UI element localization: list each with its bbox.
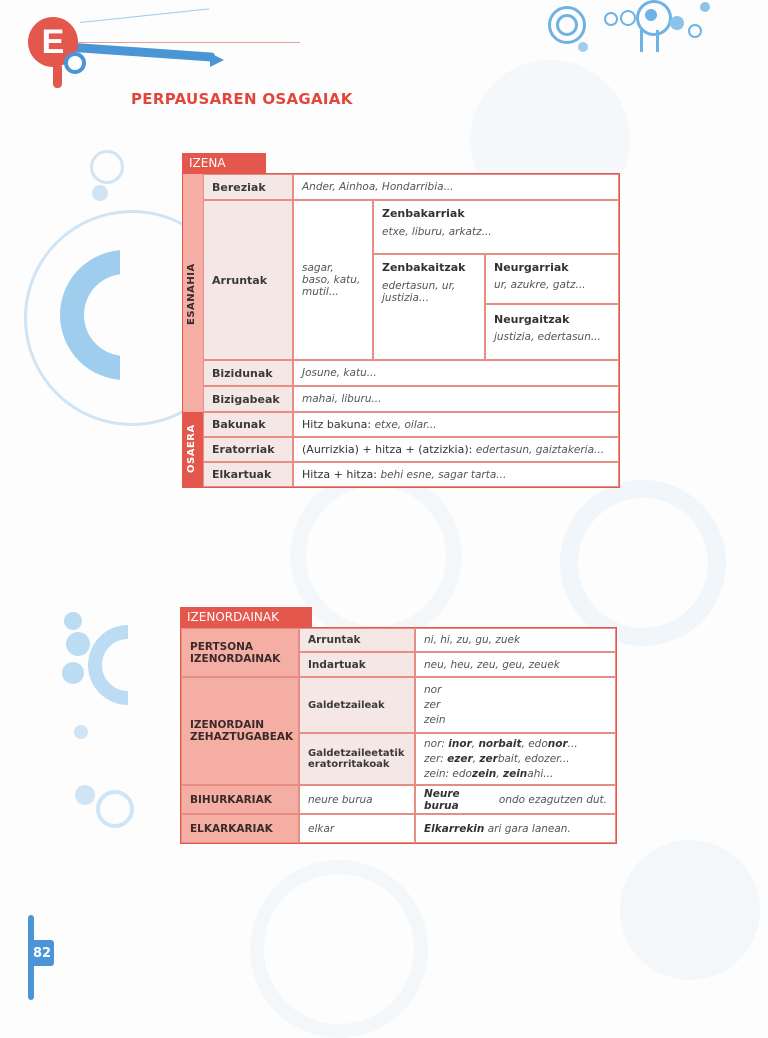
section-badge: E	[28, 17, 78, 67]
decor-faint	[560, 480, 726, 646]
bakunak-label: Bakunak	[203, 412, 293, 437]
neurgaitzak-cell	[485, 304, 619, 360]
decor-bubble	[700, 2, 710, 12]
decor-bubble	[688, 24, 702, 38]
elkartuak-examples: behi esne, sagar tarta...	[380, 468, 507, 481]
decor-bubble	[604, 12, 618, 26]
pertsona-indartuak-value: neu, heu, zeu, geu, zeuek	[415, 652, 616, 677]
bizigabeak-value: mahai, liburu...	[293, 386, 619, 412]
decor-ring	[88, 625, 168, 705]
zenbakaitzak-label: Zenbakaitzak	[382, 261, 466, 274]
eratorritakoak-line-nor: nor: inor, norbait, edonor...	[424, 738, 578, 750]
decor-dot	[92, 185, 108, 201]
galdetzaileak-value: nor zer zein	[415, 677, 616, 733]
decor-dot	[66, 632, 90, 656]
decor-faint	[250, 860, 428, 1038]
badge-tail-icon	[53, 66, 62, 88]
arruntak-examples: sagar, baso, katu, mutil...	[293, 200, 373, 360]
eratorriak-value	[293, 437, 619, 462]
pertsona-label: PERTSONA IZENORDAINAK	[181, 628, 299, 677]
neurgarriak-value: ur, azukre, gatz...	[494, 279, 586, 291]
zenbakaitzak-value: edertasun, ur, justizia...	[382, 280, 456, 304]
bakunak-value	[293, 412, 619, 437]
decor-bubble	[578, 42, 588, 52]
decor-dot	[90, 150, 124, 184]
neurgaitzak-value: justizia, edertasun...	[494, 331, 601, 343]
decor-faint	[620, 840, 760, 980]
elkartuak-label: Elkartuak	[203, 462, 293, 487]
decor-stem	[640, 30, 643, 52]
eratorriak-label: Eratorriak	[203, 437, 293, 462]
arrow-icon	[75, 43, 215, 62]
izenordainak-tab: IZENORDAINAK	[180, 607, 312, 627]
eratorriak-prefix: (Aurrizkia) + hitza + (atzizkia):	[302, 443, 476, 456]
bihurkariak-label: BIHURKARIAK	[181, 785, 299, 814]
zenbakarriak-label: Zenbakarriak	[382, 207, 465, 220]
bizigabeak-label: Bizigabeak	[203, 386, 293, 412]
decor-dot	[96, 790, 134, 828]
bereziak-value: Ander, Ainhoa, Hondarribia...	[293, 174, 619, 200]
bizidunak-label: Bizidunak	[203, 360, 293, 386]
eratorritakoak-value	[415, 733, 616, 785]
bakunak-prefix: Hitz bakuna:	[302, 418, 375, 431]
decor-faint	[290, 470, 462, 642]
bakunak-examples: etxe, oilar...	[374, 418, 437, 431]
elkartuak-prefix: Hitza + hitza:	[302, 468, 381, 481]
decor-dot	[64, 612, 82, 630]
badge-ring-icon	[64, 52, 86, 74]
zehaztugabeak-label: IZENORDAIN ZEHAZTUGABEAK	[181, 677, 299, 785]
elkarkariak-label: ELKARKARIAK	[181, 814, 299, 843]
decor-dot	[74, 725, 88, 739]
arruntak-label: Arruntak	[203, 200, 293, 360]
bizidunak-value: Josune, katu...	[293, 360, 619, 386]
eratorritakoak-label: Galdetzaileetatik eratorritakoak	[299, 733, 415, 785]
bihurkariak-example: Neure burua ondo ezagutzen dut.	[415, 785, 616, 814]
zenbakarriak-cell	[373, 200, 619, 254]
pertsona-arruntak-label: Arruntak	[299, 628, 415, 652]
arrow-head-icon	[210, 53, 224, 67]
page-number: 82	[30, 940, 54, 966]
eratorritakoak-line-zer: zer: ezer, zerbait, edozer...	[424, 753, 570, 765]
zenbakaitzak-cell	[373, 254, 485, 360]
page-title: PERPAUSAREN OSAGAIAK	[131, 90, 353, 108]
eratorriak-examples: edertasun, gaiztakeria...	[475, 443, 605, 456]
zenbakarriak-value: etxe, liburu, arkatz...	[382, 226, 492, 238]
izena-tab: IZENA	[182, 153, 266, 173]
eratorritakoak-line-zein: zein: edozein, zeinahi...	[424, 768, 554, 780]
neurgarriak-label: Neurgarriak	[494, 261, 569, 274]
neurgaitzak-label: Neurgaitzak	[494, 313, 570, 326]
izena-table	[182, 173, 620, 488]
pertsona-arruntak-value: ni, hi, zu, gu, zuek	[415, 628, 616, 652]
esanahia-label: ESANAHIA	[186, 263, 197, 325]
decor-stem	[656, 30, 659, 52]
header-line-blue	[80, 8, 209, 23]
decor-bubble	[670, 16, 684, 30]
neurgarriak-cell	[485, 254, 619, 304]
elkarkariak-value: elkar	[299, 814, 415, 843]
osaera-label: OSAERA	[186, 424, 197, 474]
pertsona-indartuak-label: Indartuak	[299, 652, 415, 677]
izenordainak-table	[180, 627, 617, 844]
galdetzaileak-label: Galdetzaileak	[299, 677, 415, 733]
decor-dot	[62, 662, 84, 684]
decor-bubble	[620, 10, 636, 26]
decor-dot	[75, 785, 95, 805]
decor-bubble	[556, 14, 578, 36]
bihurkariak-value: neure burua	[299, 785, 415, 814]
decor-bubble	[645, 9, 657, 21]
elkarkariak-example: Elkarrekin ari gara lanean.	[415, 814, 616, 843]
elkartuak-value	[293, 462, 619, 487]
bereziak-label: Bereziak	[203, 174, 293, 200]
